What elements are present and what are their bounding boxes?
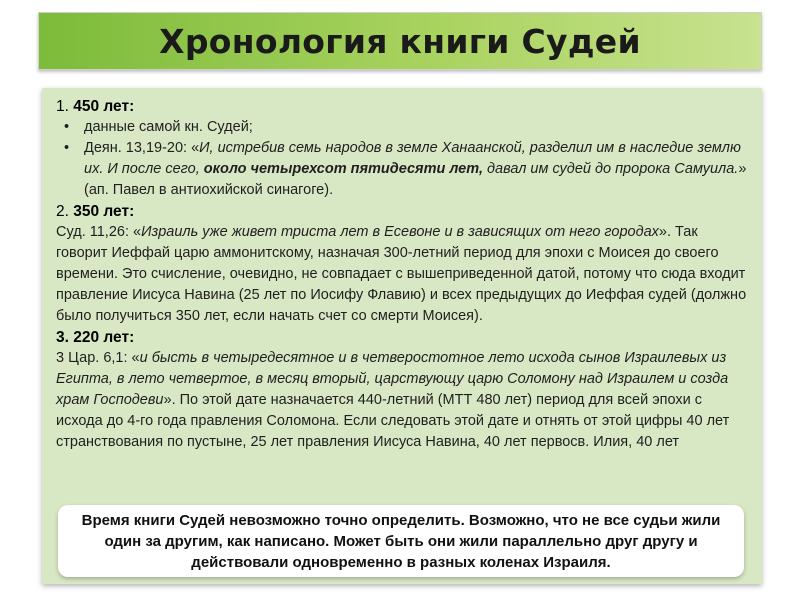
list-item: [84, 138, 748, 201]
scripture-ref: Суд. 11,26: «: [56, 224, 142, 240]
scripture-ref: 3 Цар. 6,1: «: [56, 350, 140, 366]
quote-text: и бысть в четыредесятное и в четверостотное лето исхода сынов Израилевых из Египта, в лето четвертое, в месяц вторый, царствующу царю Соломону над Израилем и созда храм Господеви: [56, 350, 729, 408]
section-heading-220: [56, 327, 748, 348]
quote-text: Израиль уже живет триста лет в Есевоне и в зависящих от него городах: [141, 224, 659, 240]
content-text: [42, 88, 762, 453]
conclusion-text: Время книги Судей невозможно точно определить. Возможно, что не все судьи жили один за другим, как написано. Может быть они жили параллельно друг другу и действовали одновременно в разных коленах Израиля.: [81, 511, 721, 571]
bullet-text: данные самой кн. Судей;: [84, 119, 253, 135]
conclusion-box: [58, 505, 744, 577]
section-paragraph: [56, 348, 748, 453]
scripture-ref: Деян. 13,19-20: «: [84, 140, 200, 156]
section-title: 450 лет:: [73, 98, 135, 115]
title-banner: [38, 12, 762, 70]
page-title: Хронология книги Судей: [159, 21, 641, 61]
section-title: 350 лет:: [73, 203, 135, 220]
section-number: 3.: [56, 329, 69, 346]
quote-text: И, истребив семь народов в земле Ханаанской, разделил им в наследие землю их. И после сего,: [84, 140, 741, 177]
body-text: ». По этой дате назначается 440-летний (МТТ 480 лет) период для всей эпохи с исхода до 4-го года правления Соломона. Если следовать этой дате и отнять от этой цифры 40 лет странствования по пустыне, 25 лет правления Иисуса Навина, 40 лет первосв. Илия, 40 лет: [56, 392, 730, 450]
emphasis-text: около четырехсот пятидесяти лет,: [203, 161, 483, 177]
section-heading-350: [56, 201, 748, 222]
bullet-list: [56, 117, 748, 201]
body-text: ». Так говорит Иеффай царю аммонитскому, назначая 300-летний период для эпохи с Моисея до своего времени. Это счисление, очевидно, не совпадает с вышеприведенной датой, потому что сюда входит правление Иисуса Навина (25 лет по Иосифу Флавию) и всех предыдущих до Иеффая судей (должно было получиться 350 лет, если начать счет со смерти Моисея).: [56, 224, 747, 324]
quote-tail: » (ап. Павел в антиохийской синагоге).: [84, 161, 747, 198]
section-title: 220 лет:: [73, 329, 135, 346]
section-heading-450: [56, 96, 748, 117]
section-paragraph: [56, 222, 748, 327]
section-number: 1.: [56, 98, 69, 115]
quote-text: давал им судей до пророка Самуила.: [482, 161, 739, 177]
list-item: [84, 117, 748, 138]
section-number: 2.: [56, 203, 69, 220]
